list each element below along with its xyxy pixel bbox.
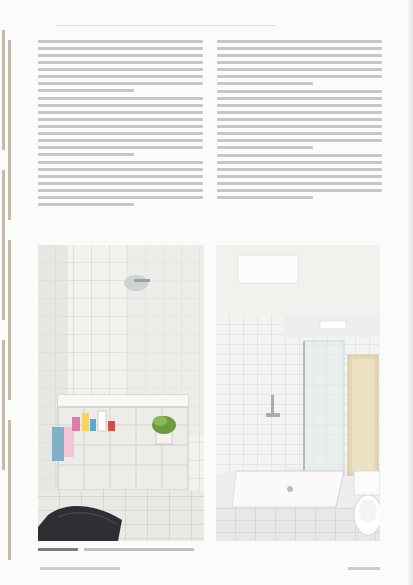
margin-text-segment — [8, 40, 11, 220]
body-paragraph — [38, 97, 203, 156]
page-footer — [40, 564, 380, 574]
margin-text-segment — [8, 240, 11, 400]
footer-right-text — [348, 567, 380, 570]
photo-bathroom-after — [216, 245, 380, 541]
vertical-margin-text — [2, 30, 18, 570]
margin-text-segment — [2, 340, 5, 470]
margin-text-segment — [8, 420, 11, 560]
body-paragraph — [217, 154, 382, 199]
bathroom-after-illustration — [216, 245, 380, 541]
caption-lead-in — [38, 548, 78, 551]
body-paragraph — [38, 40, 203, 92]
photo-bathroom-before — [38, 245, 204, 541]
head-rule — [56, 25, 276, 26]
bathroom-before-illustration — [38, 245, 204, 541]
footer-left-text — [40, 567, 120, 570]
body-paragraph — [38, 161, 203, 206]
margin-text-segment — [2, 30, 5, 150]
body-paragraph — [217, 90, 382, 149]
caption-text — [84, 548, 194, 551]
body-column-left — [38, 37, 203, 237]
margin-text-segment — [2, 170, 5, 320]
body-paragraph — [217, 40, 382, 85]
page-edge-shadow — [407, 0, 413, 585]
running-head — [40, 20, 380, 30]
body-column-right — [217, 37, 382, 237]
figure-caption — [38, 545, 204, 555]
